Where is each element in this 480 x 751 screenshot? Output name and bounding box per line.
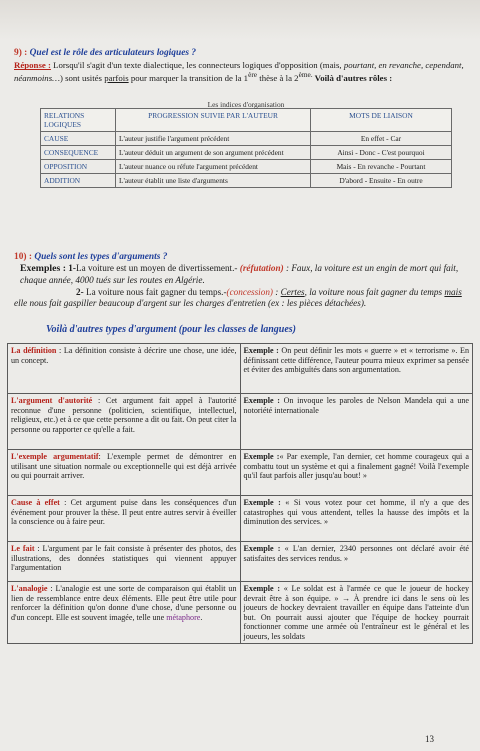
header-relations: RELATIONS LOGIQUES: [41, 109, 116, 132]
table-row: [8, 450, 473, 496]
table1-header-row: [41, 109, 452, 132]
question-9-text: Quel est le rôle des articulateurs logiques ?: [29, 48, 197, 58]
term: L'exemple argumentatif: [11, 452, 99, 461]
example-text: On peut définir les mots « guerre » et « terrorisme ». En définissant cette différence, l'auteur pourra mieux exprimer sa pensée et éviter des ambiguïtés dans son argumentation.: [243, 346, 469, 375]
example-cell: [240, 582, 473, 644]
relation-cell: ADDITION: [41, 174, 116, 188]
example-2-colon: :: [272, 286, 281, 297]
example-label: Exemple :: [243, 584, 281, 593]
example-1-text: La voiture est un moyen de divertissement.-: [75, 263, 240, 274]
term: Le fait: [11, 544, 35, 553]
definition-cell: [8, 542, 241, 582]
example-cell: [240, 394, 473, 450]
question-9-response: [14, 60, 472, 83]
mots-cell: D'abord - Ensuite - En outre: [311, 174, 452, 188]
mots-cell: En effet - Car: [311, 132, 452, 146]
example-label: Exemple :: [243, 396, 280, 405]
example-text: « L'an dernier, 2340 personnes ont déclaré avoir été satisfaites des services rendus. »: [243, 544, 469, 563]
example-2-italic-2: elle nous fait gaspiller beaucoup d'argent sur les charges d'entretien (ex : les pièces détachées).: [14, 297, 367, 308]
example-label: Exemple :: [243, 498, 281, 507]
progression-cell: L'auteur nuance ou réfute l'argument précédent: [116, 160, 311, 174]
response-text-3: pour marquer la transition de la 1: [128, 73, 249, 84]
response-text-4: thèse à la 2: [257, 73, 299, 84]
term: Cause à effet: [11, 498, 60, 507]
example-text: « Le soldat est à l'armée ce que le joueur de hockey devrait être à son équipe. » → À prendre ici dans le sens où les joueurs de hockey devraient travailler en équipe dans l'atteinte d'un but. On pourrait aussi ajouter que l'équipe de hockey pourrait fonctionner comme une armée où l'entraîneur est le général et les joueurs, les soldats: [243, 584, 469, 641]
example-1: [14, 263, 472, 286]
table-row: [41, 146, 452, 160]
response-text-2: ) sont usités: [59, 73, 105, 84]
table-row: [8, 394, 473, 450]
progression-cell: L'auteur déduit un argument de son argument précédent: [116, 146, 311, 160]
page-number: 13: [425, 734, 434, 744]
definition-cell: [8, 394, 241, 450]
table-row: [41, 160, 452, 174]
argument-types-table: [7, 343, 473, 644]
term: La définition: [11, 346, 57, 355]
example-2-number: 2-: [76, 286, 84, 297]
sup-eme: ème.: [298, 70, 313, 80]
response-bold: Voilà d'autres rôles :: [312, 73, 393, 84]
refutation-label: (réfutation): [239, 263, 284, 274]
mots-cell: Ainsi - Donc - C'est pourquoi: [311, 146, 452, 160]
example-cell: [240, 344, 473, 394]
table-row: [8, 344, 473, 394]
example-2-text: La voiture nous fait gagner du temps.-: [83, 286, 227, 297]
table-row: [8, 582, 473, 644]
term: L'analogie: [11, 584, 48, 593]
example-text: « Si vous votez pour cet homme, il n'y a que des catastrophes qui vous attendent, telles la hausse des impôts et la diminution des services. »: [243, 498, 469, 527]
photo-shading: [0, 0, 480, 40]
example-2: [14, 287, 472, 309]
organisation-indices-table: [40, 100, 452, 188]
example-cell: [240, 542, 473, 582]
example-label: Exemple :: [243, 452, 280, 461]
definition-cell: [8, 582, 241, 644]
example-2-mais: mais: [444, 286, 462, 297]
header-mots: MOTS DE LIAISON: [311, 109, 452, 132]
example-1-italic: : Faux, la voiture est un engin de mort qui fait, chaque année, 4000 tués sur les routes en Algérie.: [20, 263, 459, 286]
question-10-block: [14, 252, 472, 309]
table-row: [41, 174, 452, 188]
table-row: [8, 542, 473, 582]
argument-types-subtitle: Voilà d'autres types d'argument (pour les classes de langues): [46, 324, 297, 335]
progression-cell: L'auteur justifie l'argument précédent: [116, 132, 311, 146]
definition-cell: [8, 496, 241, 542]
concession-label: (concession): [226, 286, 273, 297]
table1-caption: Les indices d'organisation: [207, 100, 285, 109]
response-italic: pourtant, en revanche, cependant, néanmoins…: [14, 60, 464, 84]
definition-cell: [8, 344, 241, 394]
table-row: [41, 132, 452, 146]
example-label: Exemple :: [243, 544, 281, 553]
header-progression: PROGRESSION SUIVIE PAR L'AUTEUR: [116, 109, 311, 132]
relation-cell: CAUSE: [41, 132, 116, 146]
table-row: [8, 496, 473, 542]
progression-cell: L'auteur établit une liste d'arguments: [116, 174, 311, 188]
definition-cell: [8, 450, 241, 496]
example-text: « Par exemple, l'an dernier, cet homme courageux qui a combattu tout un système et qui a finalement gagné! Voilà l'exemple qu'il faut parfois aller jusqu'au bout! »: [243, 452, 469, 481]
question-9-number: 9) :: [14, 48, 28, 58]
sup-ere: ère: [248, 70, 258, 80]
relation-cell: CONSEQUENCE: [41, 146, 116, 160]
examples-label: Exemples :: [20, 263, 66, 275]
response-text-1: Lorsqu'il s'agit d'un texte dialectique, les connecteurs logiques d'opposition (mais,: [50, 60, 344, 71]
example-2-italic-1: , la voiture nous fait gagner du temps: [304, 286, 445, 297]
metaphore-word: métaphore: [166, 612, 201, 622]
definition: : La définition consiste à décrire une chose, une idée, un concept.: [11, 346, 237, 365]
definition: : L'argument par le fait consiste à présenter des photos, des illustrations, des données statistiques qui viennent appuyer l'argumentation: [11, 544, 237, 573]
question-10-heading: [14, 252, 472, 263]
example-text: On invoque les paroles de Nelson Mandela qui a une notoriété internationale: [243, 396, 470, 415]
definition-end: .: [200, 612, 203, 622]
response-underlined: parfois: [104, 73, 129, 84]
example-cell: [240, 496, 473, 542]
term: L'argument d'autorité: [11, 396, 93, 405]
definition: : Cet argument fait appel à l'autorité reconnue d'une personne (politicien, scientifique, intellectuel, religieux, etc.) et à ce que cette personne a dit ou fait. On peut citer la personne ou rapporter ce qu'elle a fait.: [11, 396, 237, 434]
example-2-certes: Certes: [280, 286, 305, 297]
example-1-number: 1-: [66, 263, 76, 274]
question-9-block: [14, 48, 472, 84]
definition: : L'exemple permet de démontrer en utilisant une situation normale ou exceptionnelle qui est déjà arrivée ou qui pourrait arriver.: [11, 452, 237, 481]
mots-cell: Mais - En revanche - Pourtant: [311, 160, 452, 174]
question-9-heading: [14, 48, 472, 59]
response-label: Réponse :: [14, 60, 51, 71]
question-10-number: 10) :: [14, 252, 32, 262]
question-10-text: Quels sont les types d'arguments ?: [34, 252, 168, 262]
example-cell: [240, 450, 473, 496]
definition: : Cet argument puise dans les conséquences d'un événement pour prouver la thèse. Il peut entre autres servir à éveiller la conscience ou à faire peur.: [11, 498, 237, 527]
relation-cell: OPPOSITION: [41, 160, 116, 174]
example-label: Exemple :: [243, 346, 279, 355]
definition: : L'analogie est une sorte de comparaison qui établit un lien de ressemblance entre deux éléments. Elle peut être utile pour renforcer la définition qu'on donne d'une chose, d'une personne ou d'un concept. Elle est souvent imagée, telle une: [11, 584, 237, 622]
